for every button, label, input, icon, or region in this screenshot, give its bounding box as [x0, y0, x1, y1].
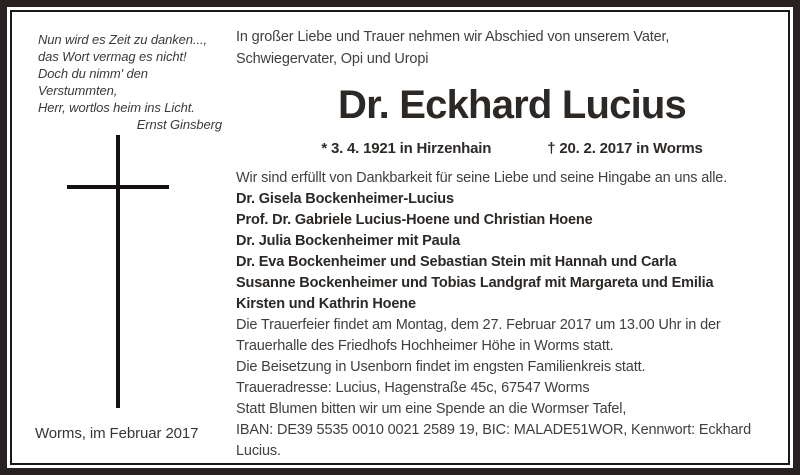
poem-line: Nun wird es Zeit zu danken...,: [38, 32, 207, 47]
mourner-name: Dr. Gisela Bockenheimer-Lucius: [236, 191, 454, 207]
poem: [38, 31, 224, 133]
mourning-address: Traueradresse: Lucius, Hagenstraße 45c, 67547 Worms: [236, 380, 590, 396]
funeral-details: [236, 315, 788, 378]
page-title-deceased-name: Dr. Eckhard Lucius: [338, 83, 686, 127]
donation-line: IBAN: DE39 5535 0010 0021 2589 19, BIC: MALADE51WOR, Kennwort: Eckhard Lucius.: [236, 422, 752, 459]
funeral-line: Die Beisetzung in Usenborn findet im engsten Familienkreis statt.: [236, 359, 646, 375]
frame-white-gap: [7, 7, 793, 468]
mourner-name: Dr. Eva Bockenheimer und Sebastian Stein mit Hannah und Carla: [236, 254, 677, 270]
death-date: † 20. 2. 2017 in Worms: [547, 140, 703, 157]
obituary-notice: [10, 10, 790, 465]
gratitude-line: Wir sind erfüllt von Dankbarkeit für seine Liebe und seine Hingabe an uns alle.: [236, 170, 728, 186]
poem-line: das Wort vermag es nicht!: [38, 49, 187, 64]
poem-line: Herr, wortlos heim ins Licht.: [38, 100, 195, 115]
cross-horizontal-bar: [67, 185, 169, 189]
mourner-name: Susanne Bockenheimer und Tobias Landgraf mit Margareta und Emilia: [236, 275, 714, 291]
intro-line: Schwiegervater, Opi und Uropi: [236, 51, 429, 67]
notice-main-column: [236, 12, 788, 462]
mourner-name: Dr. Julia Bockenheimer mit Paula: [236, 233, 461, 249]
funeral-line: Trauerhalle des Friedhofs Hochheimer Höhe in Worms statt.: [236, 338, 614, 354]
poem-attribution: Ernst Ginsberg: [136, 117, 222, 132]
cross-vertical-bar: [116, 135, 120, 408]
family-block: [236, 168, 788, 315]
intro-line: In großer Liebe und Trauer nehmen wir Abschied von unserem Vater,: [236, 29, 670, 45]
funeral-line: Die Trauerfeier findet am Montag, dem 27. Februar 2017 um 13.00 Uhr in der: [236, 317, 721, 333]
mourner-name: Prof. Dr. Gabriele Lucius-Hoene und Christian Hoene: [236, 212, 593, 228]
birth-date: * 3. 4. 1921 in Hirzenhain: [321, 140, 492, 157]
intro-paragraph: [236, 26, 788, 70]
donation-line: Statt Blumen bitten wir um eine Spende an die Wormser Tafel,: [236, 401, 627, 417]
poem-line: Doch du nimm' den Verstummten,: [38, 66, 148, 98]
life-dates: [236, 140, 788, 157]
mourner-name: Kirsten und Kathrin Hoene: [236, 296, 416, 312]
donation-info: [236, 399, 788, 462]
place-dateline: Worms, im Februar 2017: [35, 425, 199, 442]
